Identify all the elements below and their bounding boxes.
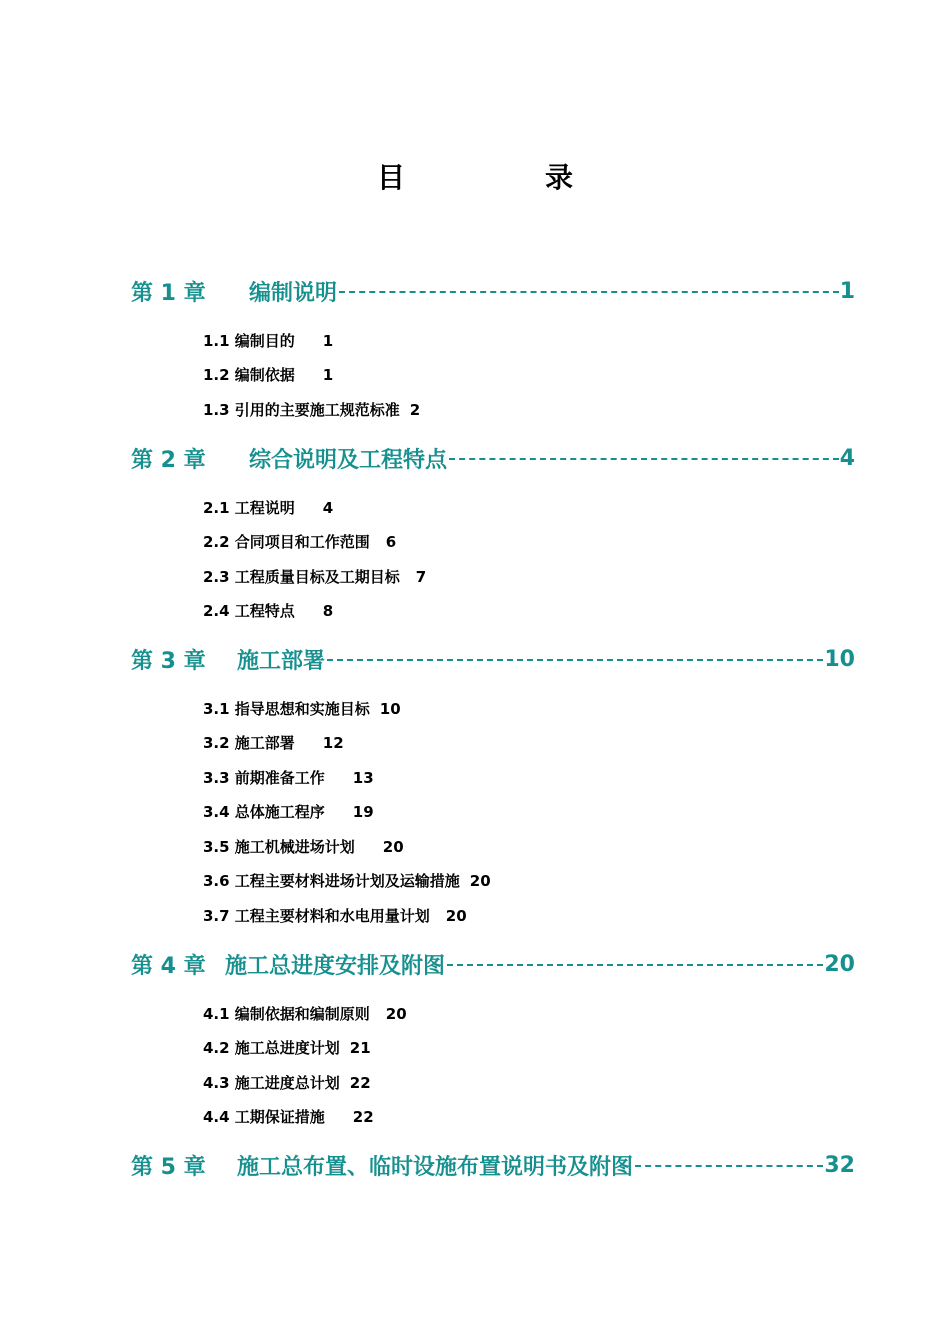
chapter-title: 施工部署 xyxy=(237,648,326,674)
section-page: 4 xyxy=(322,499,334,517)
section-page: 12 xyxy=(322,734,344,752)
section-page: 6 xyxy=(385,533,397,551)
toc-section[interactable] xyxy=(203,566,426,588)
toc-chapter[interactable] xyxy=(131,644,855,674)
toc-section[interactable] xyxy=(203,698,401,720)
toc-title: 目 录 xyxy=(376,161,629,194)
toc-section[interactable] xyxy=(203,801,374,823)
section-title: 3.1 指导思想和实施目标 xyxy=(203,700,370,718)
section-title: 1.3 引用的主要施工规范标准 xyxy=(203,401,400,419)
section-title: 1.1 编制目的 xyxy=(203,332,295,350)
section-page: 13 xyxy=(352,769,374,787)
chapter-page: 20 xyxy=(824,951,855,977)
toc-chapter[interactable] xyxy=(131,443,855,473)
section-title: 4.3 施工进度总计划 xyxy=(203,1074,340,1092)
toc-section[interactable] xyxy=(203,330,333,352)
section-page: 10 xyxy=(379,700,401,718)
section-page: 19 xyxy=(352,803,374,821)
section-title: 2.4 工程特点 xyxy=(203,602,295,620)
section-page: 20 xyxy=(382,838,404,856)
section-page: 22 xyxy=(349,1074,371,1092)
chapter-number: 第 4 章 xyxy=(131,953,206,979)
toc-section[interactable] xyxy=(203,600,333,622)
chapter-title: 综合说明及工程特点 xyxy=(249,447,448,473)
dot-leader xyxy=(339,291,839,293)
section-page: 20 xyxy=(445,907,467,925)
toc-section[interactable] xyxy=(203,399,420,421)
toc-section[interactable] xyxy=(203,836,404,858)
dot-leader xyxy=(447,964,823,966)
section-page: 20 xyxy=(469,872,491,890)
chapter-page: 32 xyxy=(824,1152,855,1178)
toc-section[interactable] xyxy=(203,364,333,386)
section-page: 22 xyxy=(352,1108,374,1126)
section-page: 20 xyxy=(385,1005,407,1023)
toc-chapter[interactable] xyxy=(131,949,855,979)
section-page: 2 xyxy=(409,401,421,419)
toc-section[interactable] xyxy=(203,1003,407,1025)
chapter-number: 第 1 章 xyxy=(131,280,206,306)
chapter-number: 第 5 章 xyxy=(131,1154,206,1180)
section-title: 3.5 施工机械进场计划 xyxy=(203,838,355,856)
section-title: 3.3 前期准备工作 xyxy=(203,769,325,787)
chapter-number: 第 2 章 xyxy=(131,447,206,473)
chapter-title: 施工总进度安排及附图 xyxy=(225,953,446,979)
section-page: 8 xyxy=(322,602,334,620)
section-page: 1 xyxy=(322,332,334,350)
toc-section[interactable] xyxy=(203,732,344,754)
chapter-number: 第 3 章 xyxy=(131,648,206,674)
chapter-title: 施工总布置、临时设施布置说明书及附图 xyxy=(237,1154,634,1180)
dot-leader xyxy=(327,659,823,661)
toc-section[interactable] xyxy=(203,1106,374,1128)
section-page: 7 xyxy=(415,568,427,586)
section-title: 2.1 工程说明 xyxy=(203,499,295,517)
toc-chapter[interactable] xyxy=(131,276,855,306)
dot-leader xyxy=(449,458,839,460)
toc-section[interactable] xyxy=(203,1072,371,1094)
dot-leader xyxy=(635,1165,823,1167)
toc-section[interactable] xyxy=(203,905,467,927)
chapter-page: 1 xyxy=(839,278,855,304)
section-title: 2.2 合同项目和工作范围 xyxy=(203,533,370,551)
toc-chapter[interactable] xyxy=(131,1150,855,1180)
toc-section[interactable] xyxy=(203,531,396,553)
toc-section[interactable] xyxy=(203,1037,371,1059)
section-page: 1 xyxy=(322,366,334,384)
section-page: 21 xyxy=(349,1039,371,1057)
section-title: 1.2 编制依据 xyxy=(203,366,295,384)
section-title: 4.1 编制依据和编制原则 xyxy=(203,1005,370,1023)
section-title: 3.2 施工部署 xyxy=(203,734,295,752)
section-title: 4.2 施工总进度计划 xyxy=(203,1039,340,1057)
section-title: 3.4 总体施工程序 xyxy=(203,803,325,821)
toc-section[interactable] xyxy=(203,870,491,892)
section-title: 3.6 工程主要材料进场计划及运输措施 xyxy=(203,872,460,890)
section-title: 4.4 工期保证措施 xyxy=(203,1108,325,1126)
chapter-page: 10 xyxy=(824,646,855,672)
chapter-page: 4 xyxy=(839,445,855,471)
section-title: 3.7 工程主要材料和水电用量计划 xyxy=(203,907,430,925)
chapter-title: 编制说明 xyxy=(249,280,338,306)
toc-section[interactable] xyxy=(203,497,333,519)
section-title: 2.3 工程质量目标及工期目标 xyxy=(203,568,400,586)
toc-section[interactable] xyxy=(203,767,374,789)
